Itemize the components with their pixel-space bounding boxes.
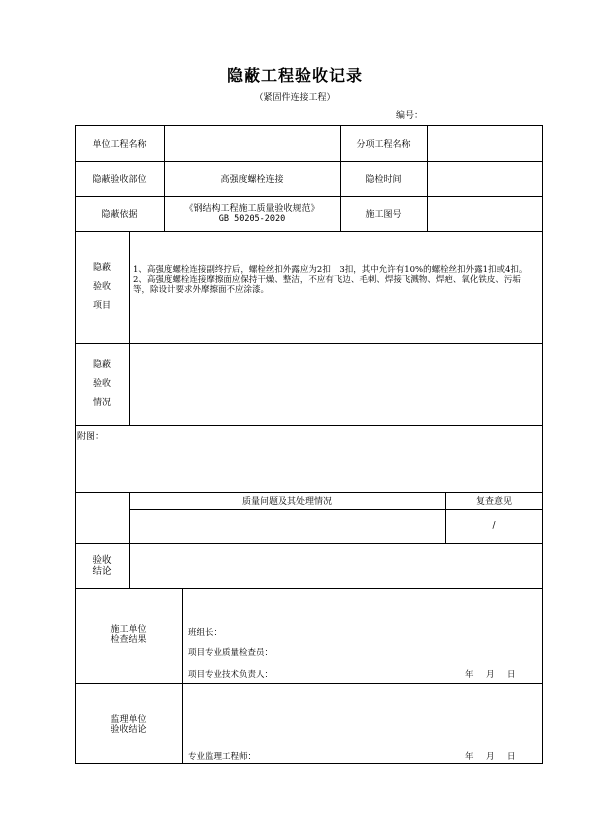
situation-label-line: 验收 [92,378,111,389]
attachment-label: 附图： [77,432,105,442]
supervision-label [75,700,182,750]
conclusion-value[interactable] [129,543,543,588]
items-label-line: 验收 [92,281,111,292]
record-form [75,125,543,764]
supervision-date-month: 月 [486,752,495,762]
construction-label-line: 检查结果 [110,635,147,645]
construction-date-month: 月 [486,670,495,680]
grid-line [75,425,543,426]
construction-label [75,610,182,660]
supervising-engineer-label: 专业监理工程师： [188,752,257,762]
grid-line [75,763,543,764]
drawing-no-label: 施工图号 [365,210,402,220]
conclusion-label [75,543,129,588]
items-label-line: 项目 [92,300,111,311]
supervision-date-day: 日 [507,752,516,762]
review-opinion-header: 复查意见 [475,497,512,507]
inspection-time-label: 隐检时间 [365,175,402,185]
page-title: 隐蔽工程验收记录 [226,66,363,85]
sub-project-label: 分项工程名称 [356,139,411,150]
doc-number-label: 编号： [396,111,424,121]
construction-label-line: 施工单位 [110,625,147,635]
grid-line [75,231,543,232]
team-leader-label: 班组长： [188,628,223,638]
quality-inspector-label: 项目专业质量检查员： [188,648,274,658]
hidden-part-value[interactable]: 高强度螺栓连接 [220,175,284,185]
grid-line [75,588,543,589]
items-label-line: 隐蔽 [92,262,111,273]
basis-standard-name: 《钢结构工程施工质量验收规范》 [184,203,320,214]
unit-project-label: 单位工程名称 [92,139,147,150]
item-2: 2、高强度螺栓连接摩擦面应保持干燥、整洁，不应有飞边、毛刺、焊接飞溅物、焊疤、氧化铁皮、污垢等，除设计要求外摩擦面不应涂漆。 [133,275,521,295]
item-1: 1、高强度螺栓连接副终拧后，螺栓丝扣外露应为2扣 3扣，其中允许有10%的螺栓丝扣外露1扣或4扣。 [133,265,528,275]
basis-standard-code: GB 50205-2020 [218,213,286,224]
supervision-label-line: 监理单位 [110,715,147,725]
inspection-time-value[interactable] [427,161,543,196]
quality-issues-header: 质量问题及其处理情况 [241,497,332,507]
situation-label-line: 隐蔽 [92,359,111,370]
supervision-label-line: 验收结论 [110,725,147,735]
unit-project-value[interactable] [164,125,340,161]
situation-label [75,343,129,425]
items-content [129,265,539,325]
hidden-part-label: 隐蔽验收部位 [92,175,147,185]
tech-lead-label: 项目专业技术负责人： [188,670,274,680]
grid-line [75,683,543,684]
construction-date-year: 年 [465,670,474,680]
drawing-no-value[interactable] [427,196,543,231]
sub-project-value[interactable] [427,125,543,161]
construction-date-day: 日 [507,670,516,680]
situation-label-line: 情况 [92,397,111,408]
conclusion-label-line: 验收 [92,554,112,566]
basis-label: 隐蔽依据 [101,210,138,220]
page-subtitle: （紧固件连接工程） [254,93,336,103]
conclusion-label-line: 结论 [92,565,112,577]
review-opinion-value[interactable]: / [492,521,496,531]
situation-content[interactable] [129,343,543,425]
grid-line [182,588,183,763]
supervision-date-year: 年 [465,752,474,762]
quality-issues-value[interactable] [129,509,445,543]
items-label [75,231,129,343]
basis-value[interactable] [164,196,340,231]
